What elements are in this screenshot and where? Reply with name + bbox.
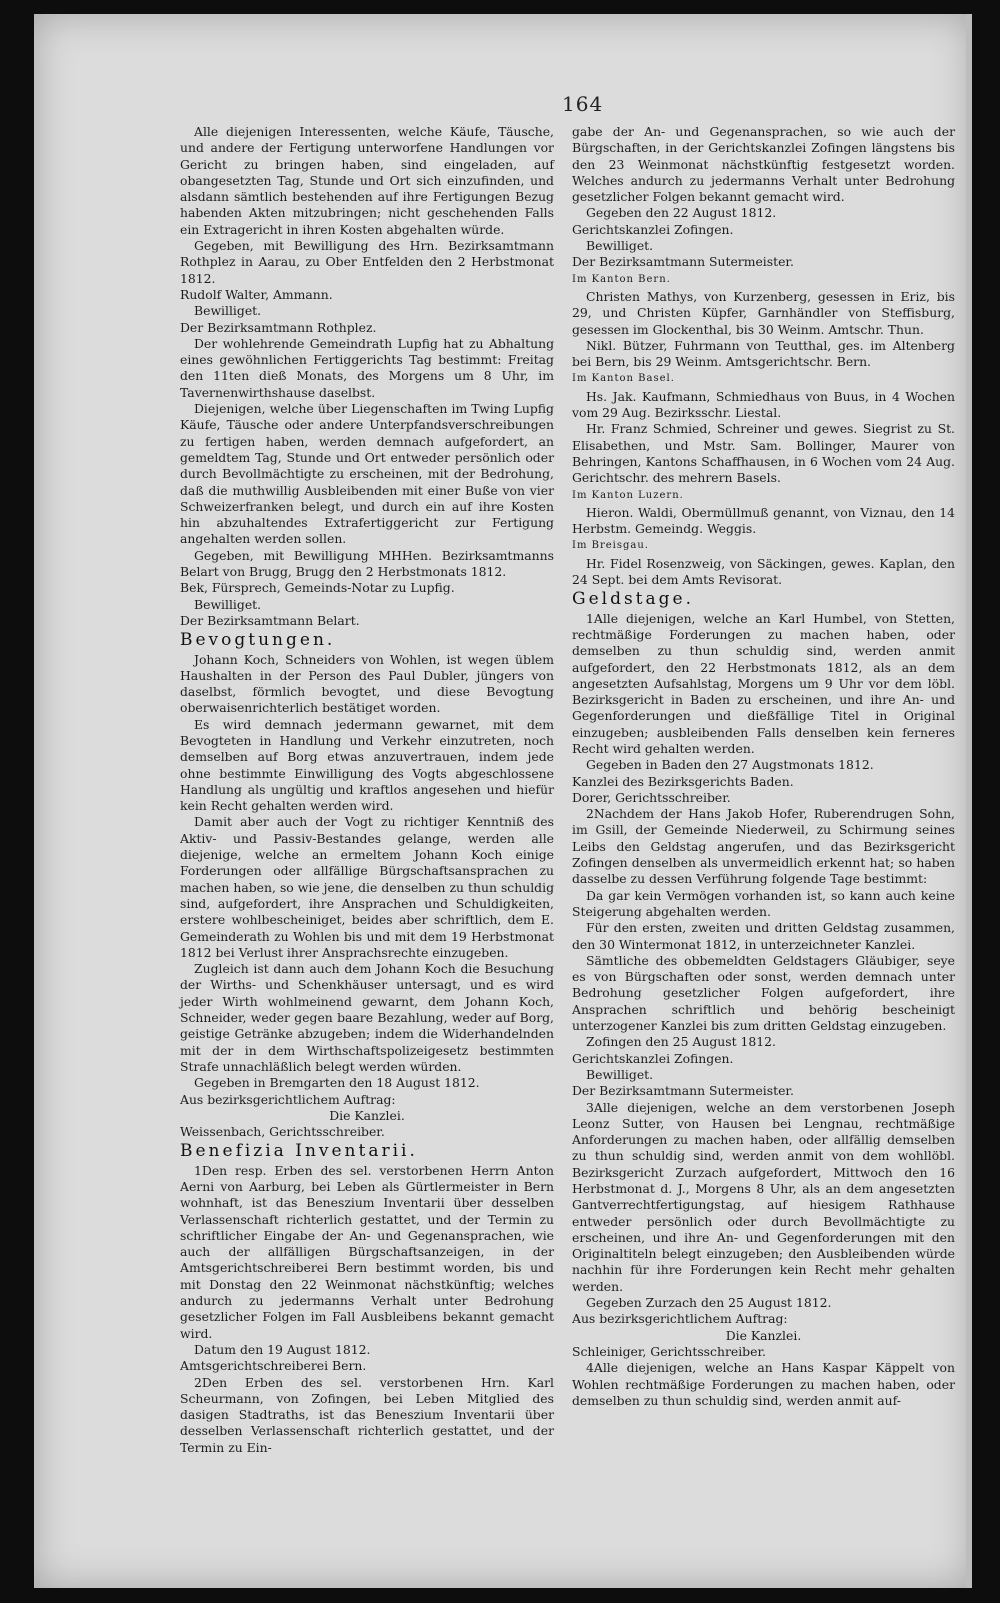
- paragraph: Alle diejenigen Interessenten, welche Käufe, Täusche, und andere der Fertigung unterworfene Handlungen vor Gericht zu bringen haben, sind eingeladen, auf obangesetzten Tag, Stunde und Ort sich einzufinden, und alsdann sämtlich bestehenden auf ihre Fertigungen Bezug habenden Akten mitzubringen; nicht geschehenden Falls ein Extragericht in ihren Kosten abgehalten würde.: [180, 124, 554, 237]
- paragraph: Gegeben den 22 August 1812.: [586, 205, 777, 221]
- approval-official: Der Bezirksamtmann Sutermeister.: [572, 254, 794, 270]
- paragraph: Gegeben, mit Bewilligung des Hrn. Bezirksamtmann Rothplez in Aarau, zu Ober Entfelden den 2 Herbstmonat 1812.: [180, 238, 554, 286]
- signature: Bek, Fürsprech, Gemeinds-Notar zu Lupfig.: [180, 580, 455, 596]
- subheading: Im Kanton Luzern.: [572, 489, 684, 501]
- signature: Aus bezirksgerichtlichem Auftrag:: [180, 1091, 396, 1107]
- paragraph: Sämtliche des obbemeldten Geldstagers Gläubiger, seye es von Bürgschaften oder sonst, werden demnach unter Bedrohung gesetzlicher Folgen aufgefordert, ihre Ansprachen schriftlich und behörig bescheinigt unterzogener Kanzlei bis zum dritten Geldstag einzugeben.: [572, 952, 955, 1034]
- paragraph: Nikl. Bützer, Fuhrmann von Teutthal, ges. im Altenberg bei Bern, bis 29 Weinm. Amtsgerichtschr. Bern.: [572, 337, 955, 370]
- paragraph: Hieron. Waldi, Obermüllmuß genannt, von Viznau, den 14 Herbstm. Gemeindg. Weggis.: [572, 504, 955, 537]
- paragraph: Es wird demnach jedermann gewarnet, mit dem Bevogteten in Handlung und Verkehr einzutreten, noch demselben auf Borg etwas anzuvertrauen, indem jede ohne bestimmte Einwilligung des Vogts abgeschlossene Handlung als ungültig und kraftlos angesehen und hiefür kein Recht gehalten werden wird.: [180, 716, 554, 814]
- newspaper-page: [34, 14, 972, 1588]
- approval: Bewilliget.: [586, 238, 654, 254]
- paragraph: Der wohlehrende Gemeindrath Lupfig hat zu Abhaltung eines gewöhnlichen Fertiggerichts Tag bestimmt: Freitag den 11ten dieß Monats, des Morgens um 8 Uhr, im Tavernenwirthshause daselbst.: [180, 335, 554, 400]
- section-heading: Benefizia Inventarii.: [180, 1141, 418, 1162]
- paragraph: Datum den 19 August 1812.: [194, 1341, 371, 1357]
- paragraph: Damit aber auch der Vogt zu richtiger Kenntniß des Aktiv- und Passiv-Bestandes gelange, werden alle diejenige, welche an ermeltem Johann Koch einige Forderungen oder allfällige Bürgschaftsansprachen zu machen haben, so wie jene, die denselben zu thun schuldig sind, aufgefordert, ihre Ansprachen und Schuldigkeiten, erstere wohlbescheiniget, beides aber schriftlich, dem E. Gemeinderath zu Wohlen bis und mit dem 19 Herbstmonat 1812 bei Verlust ihrer Ansprachsrechte einzugeben.: [180, 814, 554, 960]
- paragraph: gabe der An- und Gegenansprachen, so wie auch der Bürgschaften, in der Gerichtskanzlei Zofingen längstens bis den 23 Weinmonat nächstkünftig festgesetzt worden. Welches andurch zu jedermanns Verhalt unter Bedrohung gesetzlicher Folgen bekannt gemacht wird.: [572, 124, 955, 205]
- paragraph: Christen Mathys, von Kurzenberg, gesessen in Eriz, bis 29, und Christen Küpfer, Garnhändler von Steffisburg, gesessen im Glockenthal, bis 30 Weinm. Amtschr. Thun.: [572, 288, 955, 337]
- paragraph: Zugleich ist dann auch dem Johann Koch die Besuchung der Wirths- und Schenkhäuser untersagt, und es wird jeder Wirth wohlmeinend gewarnt, dem Johann Koch, Schneider, weder gegen baare Bezahlung, weder auf Borg, geistige Getränke abzugeben; indem die Widerhandelnden mit der in dem Wirthschaftspolizeigesetz bestimmten Strafe unnachläßlich belegt werden würden.: [180, 961, 554, 1074]
- approval-official: Der Bezirksamtmann Sutermeister.: [572, 1083, 794, 1099]
- section-heading: Geldstage.: [572, 589, 694, 610]
- paragraph: Gegeben Zurzach den 25 August 1812.: [586, 1295, 832, 1311]
- subheading: Im Kanton Bern.: [572, 273, 671, 285]
- paragraph: Hr. Franz Schmied, Schreiner und gewes. Siegrist zu St. Elisabethen, und Mstr. Sam. Bollinger, Maurer von Behringen, Kantons Schaffhausen, in 6 Wochen vom 24 Aug. Gerichtschr. des mehrern Basels.: [572, 421, 955, 486]
- signature: Weissenbach, Gerichtsschreiber.: [180, 1124, 385, 1140]
- signature: Rudolf Walter, Ammann.: [180, 286, 333, 302]
- right-column: [572, 124, 955, 1409]
- paragraph: Gegeben, mit Bewilligung MHHen. Bezirksamtmanns Belart von Brugg, Brugg den 2 Herbstmonats 1812.: [180, 547, 554, 580]
- signature: Die Kanzlei.: [329, 1107, 405, 1123]
- approval: Bewilliget.: [586, 1066, 654, 1082]
- paragraph: 1Alle diejenigen, welche an Karl Humbel, von Stetten, rechtmäßige Forderungen zu machen haben, oder demselben zu thun schuldig sind, werden anmit aufgefordert, den 22 Herbstmonats 1812, als an dem angesetzten Aufsahlstag, Morgens um 9 Uhr vor dem löbl. Bezirksgericht in Baden zu erscheinen, und ihre An- und Gegenforderungen und dießfällige Titel in Original einzugeben; ausbleibenden Falls denselben kein ferneres Recht wird gehalten werden.: [572, 610, 955, 756]
- signature: Die Kanzlei.: [725, 1327, 802, 1343]
- page-number: 164: [562, 92, 604, 116]
- page-edge: [966, 14, 972, 1588]
- paragraph: Für den ersten, zweiten und dritten Geldstag zusammen, den 30 Wintermonat 1812, in unterzeichneter Kanzlei.: [572, 920, 955, 952]
- paragraph: Johann Koch, Schneiders von Wohlen, ist wegen üblem Haushalten in der Person des Paul Dubler, jüngers von daselbst, förmlich bevogtet, und diese Bevogtung oberwaisenrichterlich bestätiget worden.: [180, 651, 554, 716]
- signature: Aus bezirksgerichtlichem Auftrag:: [572, 1311, 788, 1327]
- paragraph: 4Alle diejenigen, welche an Hans Kaspar Käppelt von Wohlen rechtmäßige Forderungen zu machen haben, oder demselben zu thun schuldig sind, werden anmit auf-: [572, 1360, 955, 1408]
- section-heading: Bevogtungen.: [180, 630, 336, 651]
- subheading: Im Kanton Basel.: [572, 373, 675, 385]
- signature: Schleiniger, Gerichtsschreiber.: [572, 1343, 766, 1359]
- paragraph: 1Den resp. Erben des sel. verstorbenen Herrn Anton Aerni von Aarburg, bei Leben als Gürtlermeister in Bern wohnhaft, ist das Beneszium Inventarii über desselben Verlassenschaft richterlich gestattet, und der Termin zu schriftlicher Eingabe der An- und Gegenansprachen, wie auch der allfälligen Bürgschaftsanzeigen, in der Amtsgerichtschreiberei Bern bestimmt worden, bis und mit Donstag den 22 Weinmonat nächstkünftig; welches andurch zu jedermanns Verhalt unter Bedrohung gesetzlicher Folgen im Fall Ausbleibens bekannt gemacht wird.: [180, 1162, 554, 1341]
- signature: Gerichtskanzlei Zofingen.: [572, 1050, 734, 1066]
- paragraph: Zofingen den 25 August 1812.: [586, 1034, 776, 1050]
- signature: Dorer, Gerichtsschreiber.: [572, 789, 731, 805]
- signature: Gerichtskanzlei Zofingen.: [572, 221, 734, 237]
- paragraph: Hr. Fidel Rosenzweig, von Säckingen, gewes. Kaplan, den 24 Sept. bei dem Amts Revisorat.: [572, 555, 955, 588]
- paragraph: Da gar kein Vermögen vorhanden ist, so kann auch keine Steigerung abgehalten werden.: [572, 887, 955, 919]
- paragraph: 2Nachdem der Hans Jakob Hofer, Ruberendrugen Sohn, im Gsill, der Gemeinde Niederweil, zu Schirmung seines Leibs den Geldstag angerufen, und das Bezirksgericht Zofingen denselben als unvermeidlich erkennt hat; so haben dasselbe zu dessen Verführung folgende Tage bestimmt:: [572, 806, 955, 887]
- paragraph: Gegeben in Baden den 27 Augstmonats 1812.: [586, 757, 874, 773]
- signature: Amtsgerichtschreiberei Bern.: [180, 1358, 367, 1374]
- paragraph: Diejenigen, welche über Liegenschaften im Twing Lupfig Käufe, Täusche oder andere Unterpfandsverschreibungen zu fertigen haben, werden demnach aufgefordert, an gemeldtem Tag, Stunde und Ort entweder persönlich oder durch Bevollmächtigte zu erscheinen, mit der Bedrohung, daß die muthwillig Ausbleibenden mit einer Buße von vier Schweizerfranken belegt, und durch ein auf ihre Kosten hin abzuhaltendes Extrafertiggericht zur Fertigung angehalten werden sollen.: [180, 401, 554, 547]
- signature: Kanzlei des Bezirksgerichts Baden.: [572, 773, 794, 789]
- paragraph: 2Den Erben des sel. verstorbenen Hrn. Karl Scheurmann, von Zofingen, bei Leben Mitglied des dasigen Stadtraths, ist das Beneszium Inventarii über desselben Verlassenschaft richterlich gestattet, und der Termin zu Ein-: [180, 1374, 554, 1455]
- approval: Bewilliget.: [194, 596, 262, 612]
- subheading: Im Breisgau.: [572, 540, 649, 552]
- paragraph: Hs. Jak. Kaufmann, Schmiedhaus von Buus, in 4 Wochen vom 29 Aug. Bezirksschr. Liestal.: [572, 388, 955, 421]
- paragraph: Gegeben in Bremgarten den 18 August 1812.: [194, 1075, 480, 1091]
- paragraph: 3Alle diejenigen, welche an dem verstorbenen Joseph Leonz Sutter, von Hausen bei Lengnau, rechtmäßige Anforderungen zu machen haben, oder allfällig demselben zu thun schuldig sind, werden anmit von dem wohllöbl. Bezirksgericht Zurzach aufgefordert, Mittwoch den 16 Herbstmonat d. J., Morgens 8 Uhr, als an dem angesetzten Gantverrechtfertigungstag, auf hiesigem Rathhause entweder persönlich oder durch Bevollmächtigte zu erscheinen, und ihre An- und Gegenforderungen mit den Originaltiteln belegt einzugeben; den Ausbleibenden würde nachhin für ihre Forderungen kein Recht mehr gehalten werden.: [572, 1099, 955, 1294]
- left-column: [180, 124, 554, 1456]
- approval-official: Der Bezirksamtmann Belart.: [180, 612, 360, 628]
- approval: Bewilliget.: [194, 303, 262, 319]
- approval-official: Der Bezirksamtmann Rothplez.: [180, 319, 377, 335]
